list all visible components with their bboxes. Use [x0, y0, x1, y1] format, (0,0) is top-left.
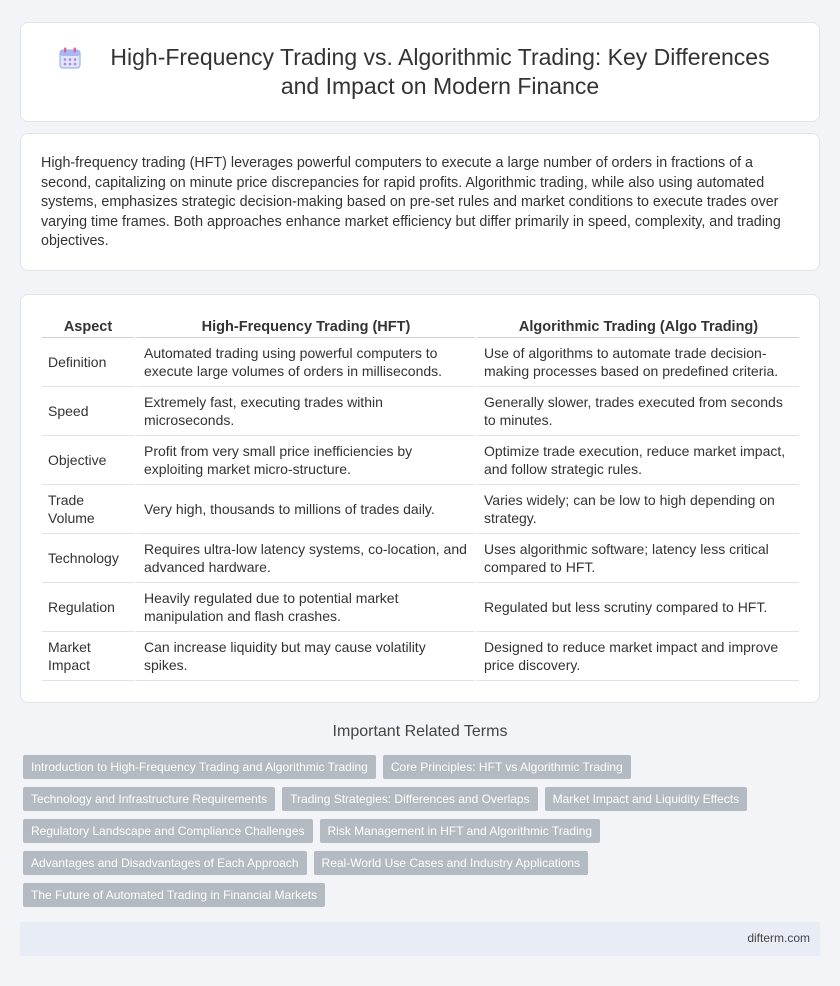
table-row	[42, 436, 799, 485]
related-term-tag[interactable]: Real-World Use Cases and Industry Applications	[314, 851, 589, 875]
header-algo: Algorithmic Trading (Algo Trading)	[474, 314, 799, 338]
cell-aspect: Regulation	[42, 583, 134, 632]
related-term-tag[interactable]: Introduction to High-Frequency Trading and Algorithmic Trading	[23, 755, 376, 779]
cell-algo: Varies widely; can be low to high depending on strategy.	[474, 485, 799, 534]
related-term-tag[interactable]: Market Impact and Liquidity Effects	[545, 787, 748, 811]
cell-algo: Designed to reduce market impact and improve price discovery.	[474, 632, 799, 681]
table-body	[42, 338, 799, 681]
header-aspect: Aspect	[42, 314, 134, 338]
cell-aspect: Objective	[42, 436, 134, 485]
cell-aspect: Speed	[42, 387, 134, 436]
header-hft: High-Frequency Trading (HFT)	[134, 314, 474, 338]
table-row	[42, 632, 799, 681]
cell-aspect: Market Impact	[42, 632, 134, 681]
table-row	[42, 583, 799, 632]
cell-algo: Optimize trade execution, reduce market impact, and follow strategic rules.	[474, 436, 799, 485]
related-term-tag[interactable]: Core Principles: HFT vs Algorithmic Trading	[383, 755, 631, 779]
cell-algo: Use of algorithms to automate trade decision-making processes based on predefined criteria.	[474, 338, 799, 387]
related-term-tag[interactable]: Trading Strategies: Differences and Overlaps	[282, 787, 537, 811]
tag-row	[23, 755, 813, 779]
cell-hft: Extremely fast, executing trades within microseconds.	[134, 387, 474, 436]
tag-row	[23, 787, 813, 811]
title-card	[20, 22, 820, 122]
tag-row	[23, 851, 813, 875]
related-term-tag[interactable]: Advantages and Disadvantages of Each Approach	[23, 851, 307, 875]
cell-hft: Very high, thousands to millions of trades daily.	[134, 485, 474, 534]
cell-hft: Automated trading using powerful computers to execute large volumes of orders in milliseconds.	[134, 338, 474, 387]
related-terms-title: Important Related Terms	[332, 723, 508, 740]
intro-paragraph: High-frequency trading (HFT) leverages powerful computers to execute a large number of orders in fractions of a second, capitalizing on minute price discrepancies for rapid profits. Algorithmic trading, while also using automated systems, emphasizes strategic decision-making based on pre-set rules and market conditions to execute trades over varying time frames. Both approaches enhance market efficiency but differ primarily in speed, complexity, and trading objectives.	[41, 155, 781, 250]
related-terms-list	[23, 755, 813, 915]
comparison-table	[42, 314, 799, 681]
related-term-tag[interactable]: The Future of Automated Trading in Financial Markets	[23, 883, 325, 907]
cell-aspect: Technology	[42, 534, 134, 583]
cell-algo: Generally slower, trades executed from seconds to minutes.	[474, 387, 799, 436]
cell-algo: Regulated but less scrutiny compared to HFT.	[474, 583, 799, 632]
comparison-card	[20, 294, 820, 703]
table-row	[42, 534, 799, 583]
cell-hft: Profit from very small price inefficiencies by exploiting market micro-structure.	[134, 436, 474, 485]
cell-aspect: Definition	[42, 338, 134, 387]
related-term-tag[interactable]: Regulatory Landscape and Compliance Challenges	[23, 819, 313, 843]
cell-hft: Requires ultra-low latency systems, co-location, and advanced hardware.	[134, 534, 474, 583]
table-header-row	[42, 314, 799, 338]
cell-aspect: Trade Volume	[42, 485, 134, 534]
table-row	[42, 485, 799, 534]
related-term-tag[interactable]: Technology and Infrastructure Requirements	[23, 787, 275, 811]
cell-hft: Heavily regulated due to potential market manipulation and flash crashes.	[134, 583, 474, 632]
table-row	[42, 338, 799, 387]
cell-hft: Can increase liquidity but may cause volatility spikes.	[134, 632, 474, 681]
intro-card	[20, 133, 820, 271]
tag-row	[23, 819, 813, 843]
table-row	[42, 387, 799, 436]
related-term-tag[interactable]: Risk Management in HFT and Algorithmic Trading	[320, 819, 601, 843]
cell-algo: Uses algorithmic software; latency less critical compared to HFT.	[474, 534, 799, 583]
tag-row	[23, 883, 813, 907]
footer	[20, 922, 820, 956]
footer-site: difterm.com	[747, 931, 810, 945]
page-title: High-Frequency Trading vs. Algorithmic Trading: Key Differences and Impact on Modern Finance	[110, 44, 770, 99]
